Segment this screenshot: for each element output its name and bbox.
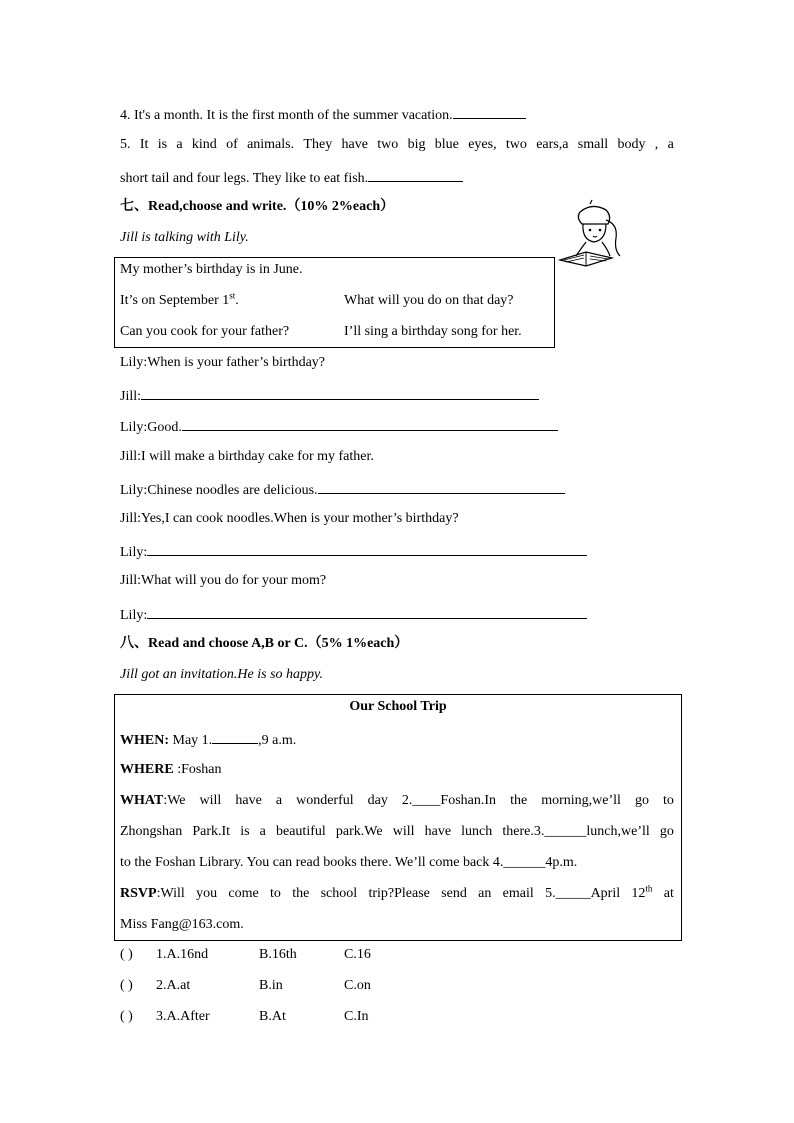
word: It: [139, 137, 149, 152]
answer-blank[interactable]: [141, 385, 539, 400]
word: a: [176, 137, 183, 152]
invitation-where: WHERE :Foshan: [120, 762, 222, 777]
choice-sentence: My mother’s birthday is in June.: [120, 262, 303, 277]
word: of: [226, 137, 238, 152]
word: They: [303, 137, 333, 152]
section-8-intro: Jill got an invitation.He is so happy.: [120, 667, 323, 682]
word: 5.: [120, 137, 131, 152]
word: send: [441, 886, 467, 901]
dialogue-line: Jill:: [120, 385, 539, 406]
question-5-line-1: [120, 136, 674, 154]
word: have: [235, 793, 262, 808]
word: wonderful: [296, 793, 354, 808]
word: come: [228, 886, 259, 901]
choice-sentence: I’ll sing a birthday song for her.: [344, 324, 522, 339]
word: ears,a: [536, 137, 569, 152]
word: 2.____Foshan.In: [401, 793, 497, 808]
dialogue-line: Jill:What will you do for your mom?: [120, 573, 327, 588]
word: morning,we’ll: [541, 793, 621, 808]
girl-reading-illustration: [556, 198, 628, 268]
word: there.3.______lunch,we’ll: [502, 824, 650, 839]
word: trip?Please: [368, 886, 430, 901]
word: email: [502, 886, 534, 901]
word: go: [659, 824, 674, 839]
word: go: [634, 793, 649, 808]
word: the: [292, 886, 310, 901]
word: a: [259, 824, 266, 839]
word: 12th: [631, 883, 653, 901]
dialogue-line: Lily:Chinese noodles are delicious.: [120, 479, 565, 500]
option-c: C.on: [344, 978, 371, 993]
word: a: [667, 137, 674, 152]
option-c: C.In: [344, 1009, 369, 1024]
word: animals.: [247, 137, 295, 152]
word: have: [424, 824, 452, 839]
word: school: [320, 886, 358, 901]
dialogue-line: Jill:I will make a birthday cake for my father.: [120, 449, 374, 464]
answer-parentheses[interactable]: ( ): [120, 1009, 133, 1024]
option-b: B.At: [259, 1009, 286, 1024]
option-a: 1.A.16nd: [156, 947, 209, 962]
word: big: [407, 137, 426, 152]
dialogue-line: Lily:When is your father’s birthday?: [120, 355, 326, 370]
invitation-rsvp-line-1: RSVP :Will you come to the school trip?Please send an email 5._____April 12th at: [120, 883, 674, 901]
section-8-heading: 八、Read and choose A,B or C.（5% 1%each）: [120, 636, 409, 651]
option-b: B.16th: [259, 947, 297, 962]
sentence-choice-box: [114, 257, 555, 348]
choice-sentence: It’s on September 1st.: [120, 290, 239, 308]
word: ,: [654, 137, 659, 152]
dialogue-line: Jill:Yes,I can cook noodles.When is your mother’s birthday?: [120, 511, 459, 526]
answer-blank[interactable]: [147, 541, 587, 556]
answer-blank[interactable]: [182, 416, 558, 431]
word: Park.It: [192, 824, 231, 839]
answer-blank[interactable]: [453, 104, 526, 119]
word: beautiful: [276, 824, 326, 839]
word: body: [617, 137, 646, 152]
invitation-rsvp-line-2: Miss Fang@163.com.: [120, 917, 244, 932]
word: :We: [163, 793, 186, 808]
word: Zhongshan: [120, 824, 183, 839]
invitation-what-line-1: WHAT :We will have a wonderful day 2.____Foshan.In the morning,we’ll go to: [120, 793, 674, 808]
word: to: [270, 886, 281, 901]
question-4-text: 4. It's a month. It is the first month of the summer vacation.: [120, 108, 453, 123]
option-a: 3.A.After: [156, 1009, 210, 1024]
question-5-text: short tail and four legs. They like to eat fish.: [120, 171, 369, 186]
word: to: [662, 793, 674, 808]
option-b: B.in: [259, 978, 283, 993]
word: small: [577, 137, 609, 152]
choice-sentence: What will you do on that day?: [344, 293, 514, 308]
word: blue: [434, 137, 459, 152]
word: lunch: [461, 824, 493, 839]
answer-parentheses[interactable]: ( ): [120, 978, 133, 993]
invitation-what-line-2: [120, 823, 674, 841]
option-c: C.16: [344, 947, 371, 962]
dialogue-line: Lily:: [120, 604, 587, 625]
answer-blank[interactable]: [212, 729, 258, 744]
word: 5._____April: [545, 886, 621, 901]
word: a: [275, 793, 283, 808]
invitation-title: Our School Trip: [349, 699, 447, 714]
section-7-intro: Jill is talking with Lily.: [120, 230, 249, 245]
invitation-box: [114, 694, 682, 941]
word: have: [341, 137, 368, 152]
word: the: [510, 793, 528, 808]
word: is: [240, 824, 250, 839]
word: park.We: [335, 824, 383, 839]
section-7-heading: 七、Read,choose and write.（10% 2%each）: [120, 199, 395, 214]
question-4: [120, 104, 526, 125]
choice-sentence: Can you cook for your father?: [120, 324, 290, 339]
answer-blank[interactable]: [368, 167, 463, 182]
word: an: [478, 886, 492, 901]
word: two: [505, 137, 527, 152]
answer-blank[interactable]: [318, 479, 565, 494]
word: will: [392, 824, 415, 839]
dialogue-line: Lily:Good.: [120, 416, 558, 437]
invitation-what-line-3: to the Foshan Library. You can read books there. We’ll come back 4.______4p.m.: [120, 855, 578, 870]
word: eyes,: [468, 137, 497, 152]
option-a: 2.A.at: [156, 978, 191, 993]
word: two: [377, 137, 399, 152]
answer-blank[interactable]: [147, 604, 587, 619]
word: is: [157, 137, 168, 152]
answer-parentheses[interactable]: ( ): [120, 947, 133, 962]
word: you: [196, 886, 218, 901]
word: kind: [191, 137, 217, 152]
word: :Will: [156, 886, 185, 901]
word: will: [199, 793, 222, 808]
word: at: [663, 886, 674, 901]
invitation-when: WHEN: May 1. ,9 a.m.: [120, 729, 296, 750]
word: day: [367, 793, 388, 808]
dialogue-line: Lily:: [120, 541, 587, 562]
question-5-line-2: [120, 167, 463, 188]
